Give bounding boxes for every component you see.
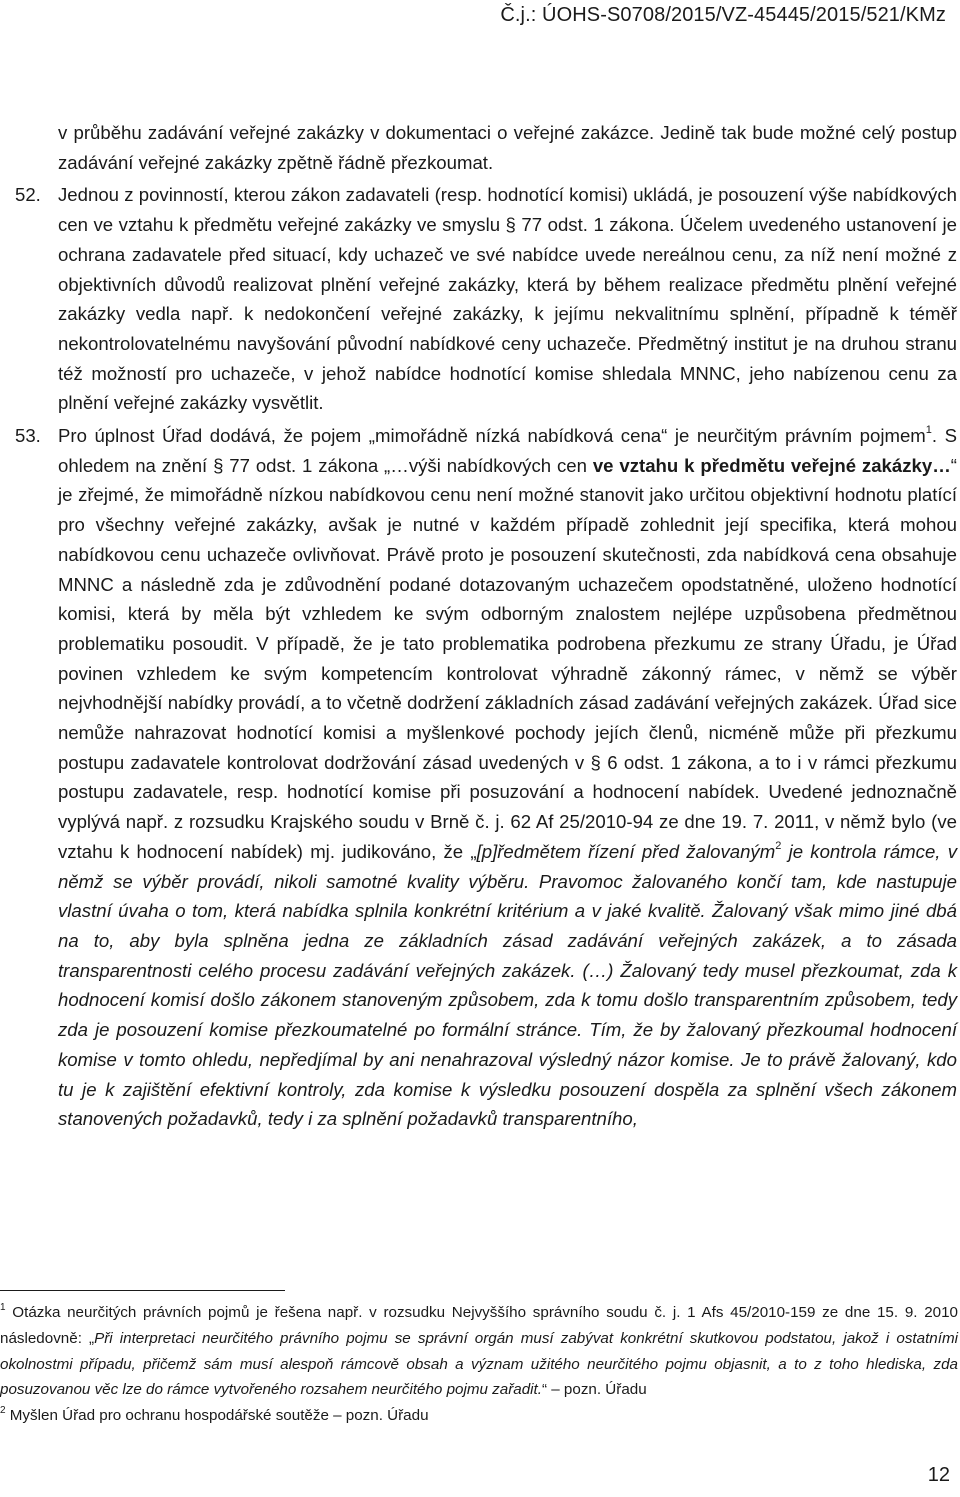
footnote-2	[0, 1403, 958, 1429]
italic-quote: [p]ředmětem řízení před žalovaným	[476, 840, 776, 862]
footnote-italic: Při interpretaci neurčitého právního pojmu se správní orgán musí zabývat konkrétní skutkovou podstatou, jakož i ostatními okolnostmi případu, přičemž sám musí alespoň rámcově obsah a význam užitého neurčitého pojmu objasnit, a to z toho hlediska, zda posuzovanou věc lze do rámce vytvořeného rozsahem neurčitého pojmu zařadit.	[0, 1329, 958, 1399]
paragraph-text: Pro úplnost Úřad dodává, že pojem „mimořádně nízká nabídková cena“ je neurčitým právním pojmem	[58, 425, 926, 447]
paragraph-text: . S ohledem na znění § 77 odst. 1 zákona „…výši nabídkových cen	[58, 425, 957, 476]
intro-paragraph: v průběhu zadávání veřejné zakázky v dokumentaci o veřejné zakázce. Jedině tak bude možné celý postup zadávání veřejné zakázky zpětně řádně přezkoumat.	[58, 122, 957, 173]
paragraph-number: 52.	[15, 184, 41, 206]
page-number: 12	[927, 1464, 950, 1486]
bold-quote: ve vztahu k předmětu veřejné zakázky…	[592, 454, 951, 476]
footnote-number: 1	[0, 1301, 6, 1313]
footnote-separator	[0, 1290, 285, 1291]
paragraph-52	[15, 180, 957, 418]
footnote-text: Otázka neurčitých právních pojmů je řešena např. v rozsudku Nejvyššího správního soudu č. j. 1 Afs 45/2010-159 ze dne 15. 9. 2010 následovně: „	[0, 1304, 958, 1347]
italic-quote: je kontrola rámce, v němž se výběr provádí, nikoli samotné kvality výběru. Pravomoc žalovaného končí tam, kde nastupuje vlastní úvaha o tom, která nabídka splnila konkrétní kritérium a v jaké kvalitě. Žalovaný však mimo jiné dbá na to, aby byla splněna jedna ze základních zásad zadávání veřejných zakázek, a to zásada transparentnosti celého procesu zadávání veřejných zakázek. (…) Žalovaný tedy musel přezkoumat, zda k hodnocení komisí došlo zákonem stanoveným způsobem, zda k tomu došlo transparentním způsobem, tedy zda je posouzení komise přezkoumatelné po formální stránce. Tím, že by žalovaný přezkoumal hodnocení komise v tomto ohledu, nepředjímal by ani nenahrazoval výsledný názor komise. Je to právě žalovaný, kdo tu je k zajištění efektivní kontroly, zda komise k výsledku posouzení dospěla za splnění všech zákonem stanovených požadavků, tedy i za splnění požadavků transparentního,	[58, 840, 957, 1130]
footnote-ref-1[interactable]: 1	[925, 423, 932, 436]
document-body	[15, 118, 957, 1134]
paragraph-text: “ je zřejmé, že mimořádně nízkou nabídkovou cenu není možné stanovit jako určitou objektivní hodnotu platící pro všechny veřejné zakázky, avšak je nutné v každém případě zohlednit její specifika, která mohou nabídkovou cenu uchazeče ovlivňovat. Právě proto je posouzení skutečnosti, zda nabídková cena obsahuje MNNC a následně zda je zdůvodnění podané dotazovaným uchazečem opodstatněné, uloženo hodnotící komisi, která by měla být vzhledem ke svým odborným znalostem nejlépe uzpůsobena předmětnou problematiku posoudit. V případě, že je tato problematika podrobena přezkumu ze strany Úřadu, je Úřad povinen vzhledem ke svým kompetencím kontrolovat výhradně zákonný rámec, v němž se výběr nejvhodnější nabídky provádí, a to včetně dodržení základních zásad zadávání veřejných zakázek. Úřad sice nemůže nahrazovat hodnotící komisi a myšlenkové pochody jejích členů, nicméně může při přezkumu postupu zadavatele kontrolovat dodržování zásad uvedených v § 6 odst. 1 zákona, a to i v rámci přezkumu postupu zadavatele, resp. hodnotící komise při posuzování a hodnocení nabídek. Uvedené jednoznačně vyplývá např. z rozsudku Krajského soudu v Brně č. j. 62 Af 25/2010-94 ze dne 19. 7. 2011, v němž bylo (ve vztahu k hodnocení nabídek) mj. judikováno, že „	[58, 454, 957, 862]
footnote-text: “ – pozn. Úřadu	[541, 1381, 647, 1399]
footnote-1	[0, 1300, 958, 1403]
footnotes	[0, 1300, 958, 1429]
footnote-ref-2[interactable]: 2	[775, 839, 782, 852]
footnote-text: Myšlen Úřad pro ochranu hospodářské soutěže – pozn. Úřadu	[5, 1407, 429, 1425]
document-reference-header: Č.j.: ÚOHS-S0708/2015/VZ-45445/2015/521/KMz	[500, 4, 946, 26]
footnote-number: 2	[0, 1405, 6, 1417]
paragraph-text: Jednou z povinností, kterou zákon zadavateli (resp. hodnotící komisi) ukládá, je posouzení výše nabídkových cen ve vztahu k předmětu veřejné zakázky ve smyslu § 77 odst. 1 zákona. Účelem uvedeného ustanovení je ochrana zadavatele před situací, kdy uchazeč ve své nabídce uvede nereálnou cenu, za níž není možné z objektivních důvodů realizovat plnění veřejné zakázky, která by během realizace předmětu plnění veřejné zakázky vedla např. k nedokončení veřejné zakázky, k jejímu nekvalitnímu splnění, případně k téměř nekontrolovatelnému navyšování původní nabídkové ceny uchazeče. Předmětný institut je na druhou stranu též možností pro uchazeče, v jehož nabídce hodnotící komise shledala MNNC, jeho nabízenou cenu za plnění veřejné zakázky vysvětlit.	[58, 184, 957, 414]
paragraph-53	[15, 421, 957, 1134]
paragraph-number: 53.	[15, 425, 41, 447]
